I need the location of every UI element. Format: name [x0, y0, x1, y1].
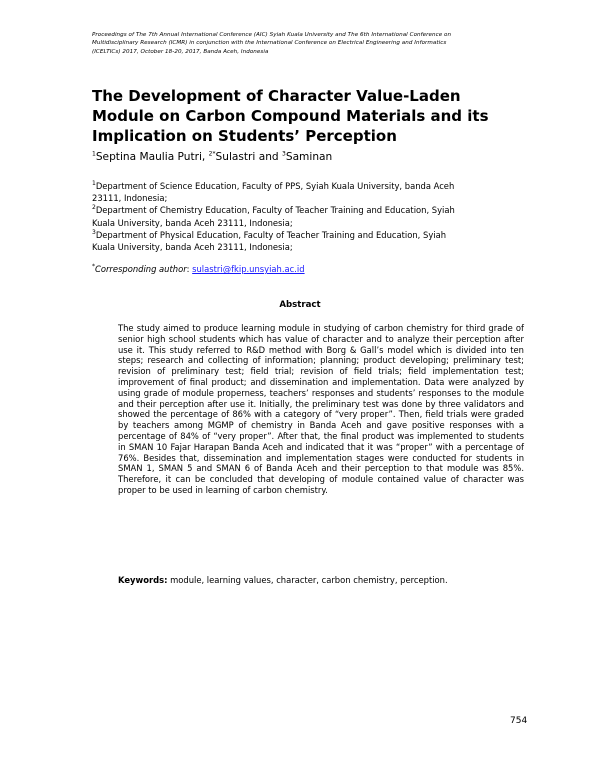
- affiliation-line: [92, 204, 532, 216]
- affiliation-text: Department of Chemistry Education, Faculty of Teacher Training and Education, Syiah: [95, 205, 455, 216]
- paper-title: [92, 86, 532, 146]
- keywords-text: module, learning values, character, carbon chemistry, perception.: [167, 575, 448, 585]
- affiliation-sup: 3: [92, 229, 96, 237]
- corresponding-author: [92, 264, 305, 274]
- header-line: (ICELTICs) 2017, October 18-20, 2017, Banda Aceh, Indonesia: [92, 48, 269, 55]
- author-name: Septina Maulia Putri,: [95, 151, 209, 163]
- author-sup: 3: [282, 150, 286, 158]
- proceedings-header: [92, 31, 532, 56]
- author-name: Saminan: [285, 151, 333, 163]
- affiliation-line: Kuala University, banda Aceh 23111, Indonesia;: [92, 217, 293, 228]
- corresponding-sep: :: [186, 264, 193, 274]
- author-sup: 2*: [208, 150, 216, 158]
- affiliation-text: Department of Science Education, Faculty of PPS, Syiah Kuala University, banda Aceh: [95, 181, 455, 191]
- corresponding-email-link[interactable]: sulastri@fkip.unsyiah.ac.id: [192, 264, 305, 274]
- title-line: Implication on Students’ Perception: [92, 127, 397, 145]
- abstract-text: The study aimed to produce learning module in studying of carbon chemistry for third grade of senior high school students which has value of character and to analyze their perception after use it. This study referred to R&D method with Borg & Gall’s model which is divided into ten steps; research and collecting of information; planning; product developing; preliminary test; revision of preliminary test; field trial; revision of field trials; field implementation test; improvement of final product; and dissemination and implementation. Data were analyzed by using grade of module properness, teachers’ responses and students’ responses to the module and their perception after use it. Initially, the preliminary test was done by three validators and showed the percentage of 86% with a category of “very proper”. Then, field trials were graded by teachers among MGMP of chemistry in Banda Aceh and gave positive responses with a percentage of 84% of “very proper”. After that, the final product was implemented to students in SMAN 10 Fajar Harapan Banda Aceh and indicated that it was “proper” with a percentage of 76%. Besides that, dissemination and implementation stages were conducted for students in SMAN 1, SMAN 5 and SMAN 6 of Banda Aceh and their perception to that module was 85%. Therefore, it can be concluded that developing of module contained value of character was proper to be used in learning of carbon chemistry.: [118, 323, 524, 495]
- authors: [92, 151, 332, 163]
- affiliation-sup: 2: [92, 204, 96, 212]
- affiliations: [92, 180, 532, 253]
- author-sup: 1: [92, 150, 96, 158]
- affiliation-line: 23111, Indonesia;: [92, 193, 168, 204]
- affiliation-line: [92, 180, 532, 192]
- page-number: 754: [510, 716, 528, 726]
- affiliation-line: Kuala University, banda Aceh 23111, Indonesia;: [92, 242, 293, 253]
- keywords-label: Keywords:: [118, 575, 168, 585]
- title-line: Module on Carbon Compound Materials and its: [92, 107, 489, 125]
- affiliation-sup: 1: [92, 180, 96, 188]
- header-line: Proceedings of The 7th Annual International Conference (AIC) Syiah Kuala University and The 6th International Conference on: [92, 32, 452, 38]
- corresponding-sup: *: [92, 263, 95, 271]
- header-line: Multidisciplinary Research (ICMR) in conjunction with the International Conference on Electrical Engineering and Informatics: [92, 40, 447, 47]
- title-line: The Development of Character Value-Laden: [92, 87, 461, 105]
- corresponding-label: Corresponding author: [95, 264, 187, 274]
- author-name: Sulastri and: [215, 151, 283, 163]
- affiliation-text: Department of Physical Education, Faculty of Teacher Training and Education, Syiah: [95, 229, 447, 240]
- keywords: [118, 575, 524, 586]
- abstract-heading: Abstract: [279, 300, 321, 310]
- affiliation-line: [92, 229, 532, 241]
